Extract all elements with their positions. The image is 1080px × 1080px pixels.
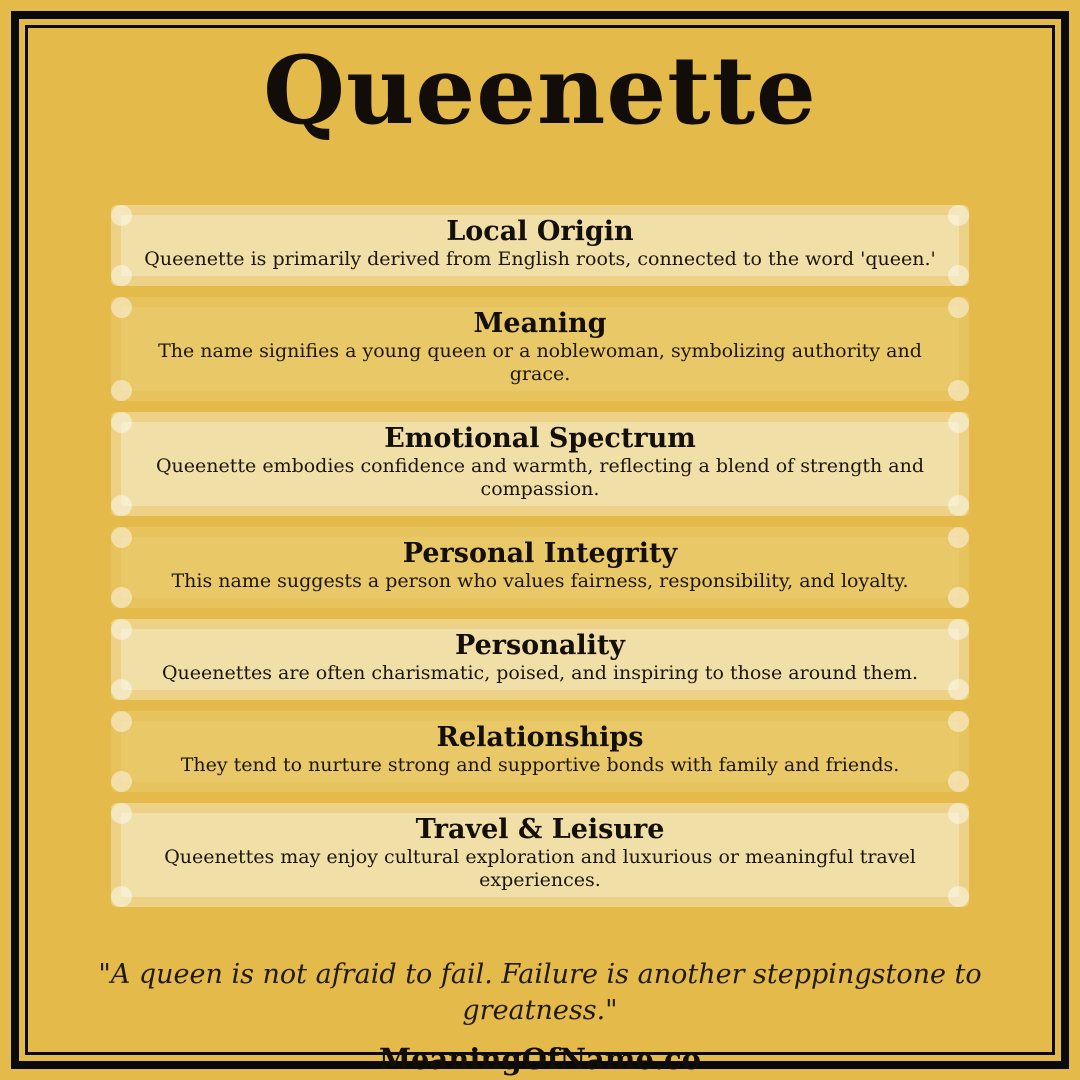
section-panel-meaning [111, 297, 969, 401]
section-body: The name signifies a young queen or a noblewoman, symbolizing authority and grace. [158, 339, 922, 385]
panel-fill [121, 537, 959, 598]
corner-dot-icon [948, 803, 969, 824]
card-content [29, 29, 1051, 1076]
corner-dot-icon [948, 380, 969, 401]
section-panel-personality [111, 619, 969, 700]
corner-dot-icon [948, 771, 969, 792]
section-body: Queenette embodies confidence and warmth, reflecting a blend of strength and compassion. [155, 454, 925, 500]
corner-dot-icon [111, 265, 132, 286]
corner-dot-icon [111, 619, 132, 640]
panel-fill [121, 307, 959, 391]
section-heading: Travel & Leisure [415, 813, 665, 845]
quote-text: "A queen is not afraid to fail. Failure is another steppingstone to greatness." [98, 958, 982, 1026]
corner-dot-icon [948, 619, 969, 640]
section-panel-travel-leisure [111, 803, 969, 907]
section-panel-personal-integrity [111, 527, 969, 608]
section-heading: Personality [455, 629, 625, 661]
corner-dot-icon [948, 679, 969, 700]
corner-dot-icon [111, 495, 132, 516]
panel-fill [121, 629, 959, 690]
corner-dot-icon [948, 412, 969, 433]
corner-dot-icon [948, 886, 969, 907]
corner-dot-icon [948, 527, 969, 548]
corner-dot-icon [111, 380, 132, 401]
section-heading: Meaning [473, 307, 607, 339]
section-body: This name suggests a person who values fairness, responsibility, and loyalty. [171, 569, 909, 592]
corner-dot-icon [948, 495, 969, 516]
section-heading: Local Origin [446, 215, 634, 247]
sections-list [111, 205, 969, 907]
corner-dot-icon [948, 297, 969, 318]
corner-dot-icon [111, 587, 132, 608]
section-panel-relationships [111, 711, 969, 792]
panel-fill [121, 813, 959, 897]
corner-dot-icon [948, 205, 969, 226]
site-branding: MeaningOfName.co [378, 1041, 702, 1076]
corner-dot-icon [111, 771, 132, 792]
corner-dot-icon [111, 679, 132, 700]
section-body: Queenette is primarily derived from English roots, connected to the word 'queen.' [144, 247, 936, 270]
panel-fill [121, 215, 959, 276]
section-body: Queenettes are often charismatic, poised, and inspiring to those around them. [161, 661, 919, 684]
page-title: Queenette [263, 36, 817, 146]
corner-dot-icon [111, 412, 132, 433]
section-panel-emotional-spectrum [111, 412, 969, 516]
corner-dot-icon [111, 297, 132, 318]
section-body: They tend to nurture strong and supportive bonds with family and friends. [180, 753, 900, 776]
section-heading: Personal Integrity [402, 537, 678, 569]
panel-fill [121, 422, 959, 506]
corner-dot-icon [111, 205, 132, 226]
corner-dot-icon [111, 886, 132, 907]
section-panel-local-origin [111, 205, 969, 286]
corner-dot-icon [111, 803, 132, 824]
corner-dot-icon [111, 527, 132, 548]
section-heading: Relationships [436, 721, 644, 753]
corner-dot-icon [948, 265, 969, 286]
section-body: Queenettes may enjoy cultural exploration and luxurious or meaningful travel experiences. [164, 845, 916, 891]
corner-dot-icon [948, 587, 969, 608]
corner-dot-icon [111, 711, 132, 732]
corner-dot-icon [948, 711, 969, 732]
panel-fill [121, 721, 959, 782]
section-heading: Emotional Spectrum [384, 422, 696, 454]
